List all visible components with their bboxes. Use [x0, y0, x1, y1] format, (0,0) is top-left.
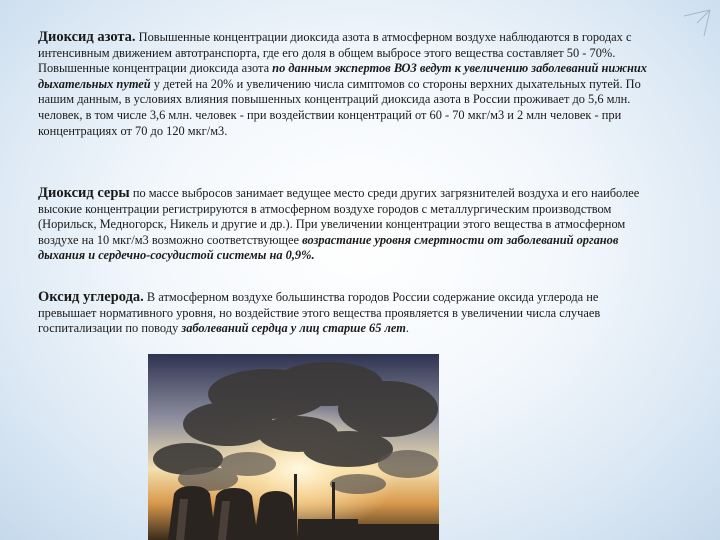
slide: [32, 26, 674, 526]
paragraph-text: В атмосферном воздухе большинства городов России содержание оксида углерода не превышает нормативного уровня, но воздействие этого вещества проявляется в увеличении числа случаев госпитализации по поводу: [38, 290, 601, 336]
corner-decoration-icon: [682, 8, 712, 38]
paragraph-text: по массе выбросов занимает ведущее место среди других загрязнителей воздуха и его наиболее высокие концентрации регистрируются в атмосферном воздухе городов с металлургическим производством (Норильск, Медногорск, Никель и другие и др.). При увеличении концентрации этого вещества в атмосферном воздухе на 10 мкг/м3 возможно соответствующее: [38, 186, 640, 247]
heading-nitrogen-dioxide: Диоксид азота.: [38, 29, 136, 45]
heading-carbon-monoxide: Оксид углерода.: [38, 289, 144, 305]
emphasis-text: заболеваний сердца у лиц старше 65 лет: [181, 321, 406, 336]
paragraph-nitrogen-dioxide: [38, 30, 658, 139]
power-plant-photo: [148, 354, 439, 540]
emphasis-text: по данным экспертов ВОЗ ведут к увеличению заболеваний нижних дыхательных путей: [38, 61, 647, 91]
paragraph-text: .: [405, 321, 409, 336]
paragraph-text: у детей на 20% и увеличению числа симптомов со стороны верхних дыхательных путей. По нашим данным, в условиях влияния повышенных концентраций диоксида азота в России проживает до 5,6 млн. человек, в том числе 3,6 млн. человек - при воздействии концентраций от 60 - 70 мкг/м3 и 2 млн человек - при концентрациях от 70 до 120 мкг/м3.: [38, 76, 641, 138]
heading-sulfur-dioxide: Диоксид серы: [38, 185, 130, 201]
emphasis-text: возрастание уровня смертности от заболеваний органов дыхания и сердечно-сосудистой системы на 0,9%.: [38, 232, 619, 263]
paragraph-text: Повышенные концентрации диоксида азота в атмосферном воздухе наблюдаются в городах с интенсивным движением автотранспорта, где его доля в общем выбросе этого вещества составляет 50 - 70%. Повышенные концентрации диоксида азота: [38, 30, 632, 76]
paragraph-sulfur-dioxide: [38, 186, 658, 264]
paragraph-carbon-monoxide: [38, 290, 658, 337]
